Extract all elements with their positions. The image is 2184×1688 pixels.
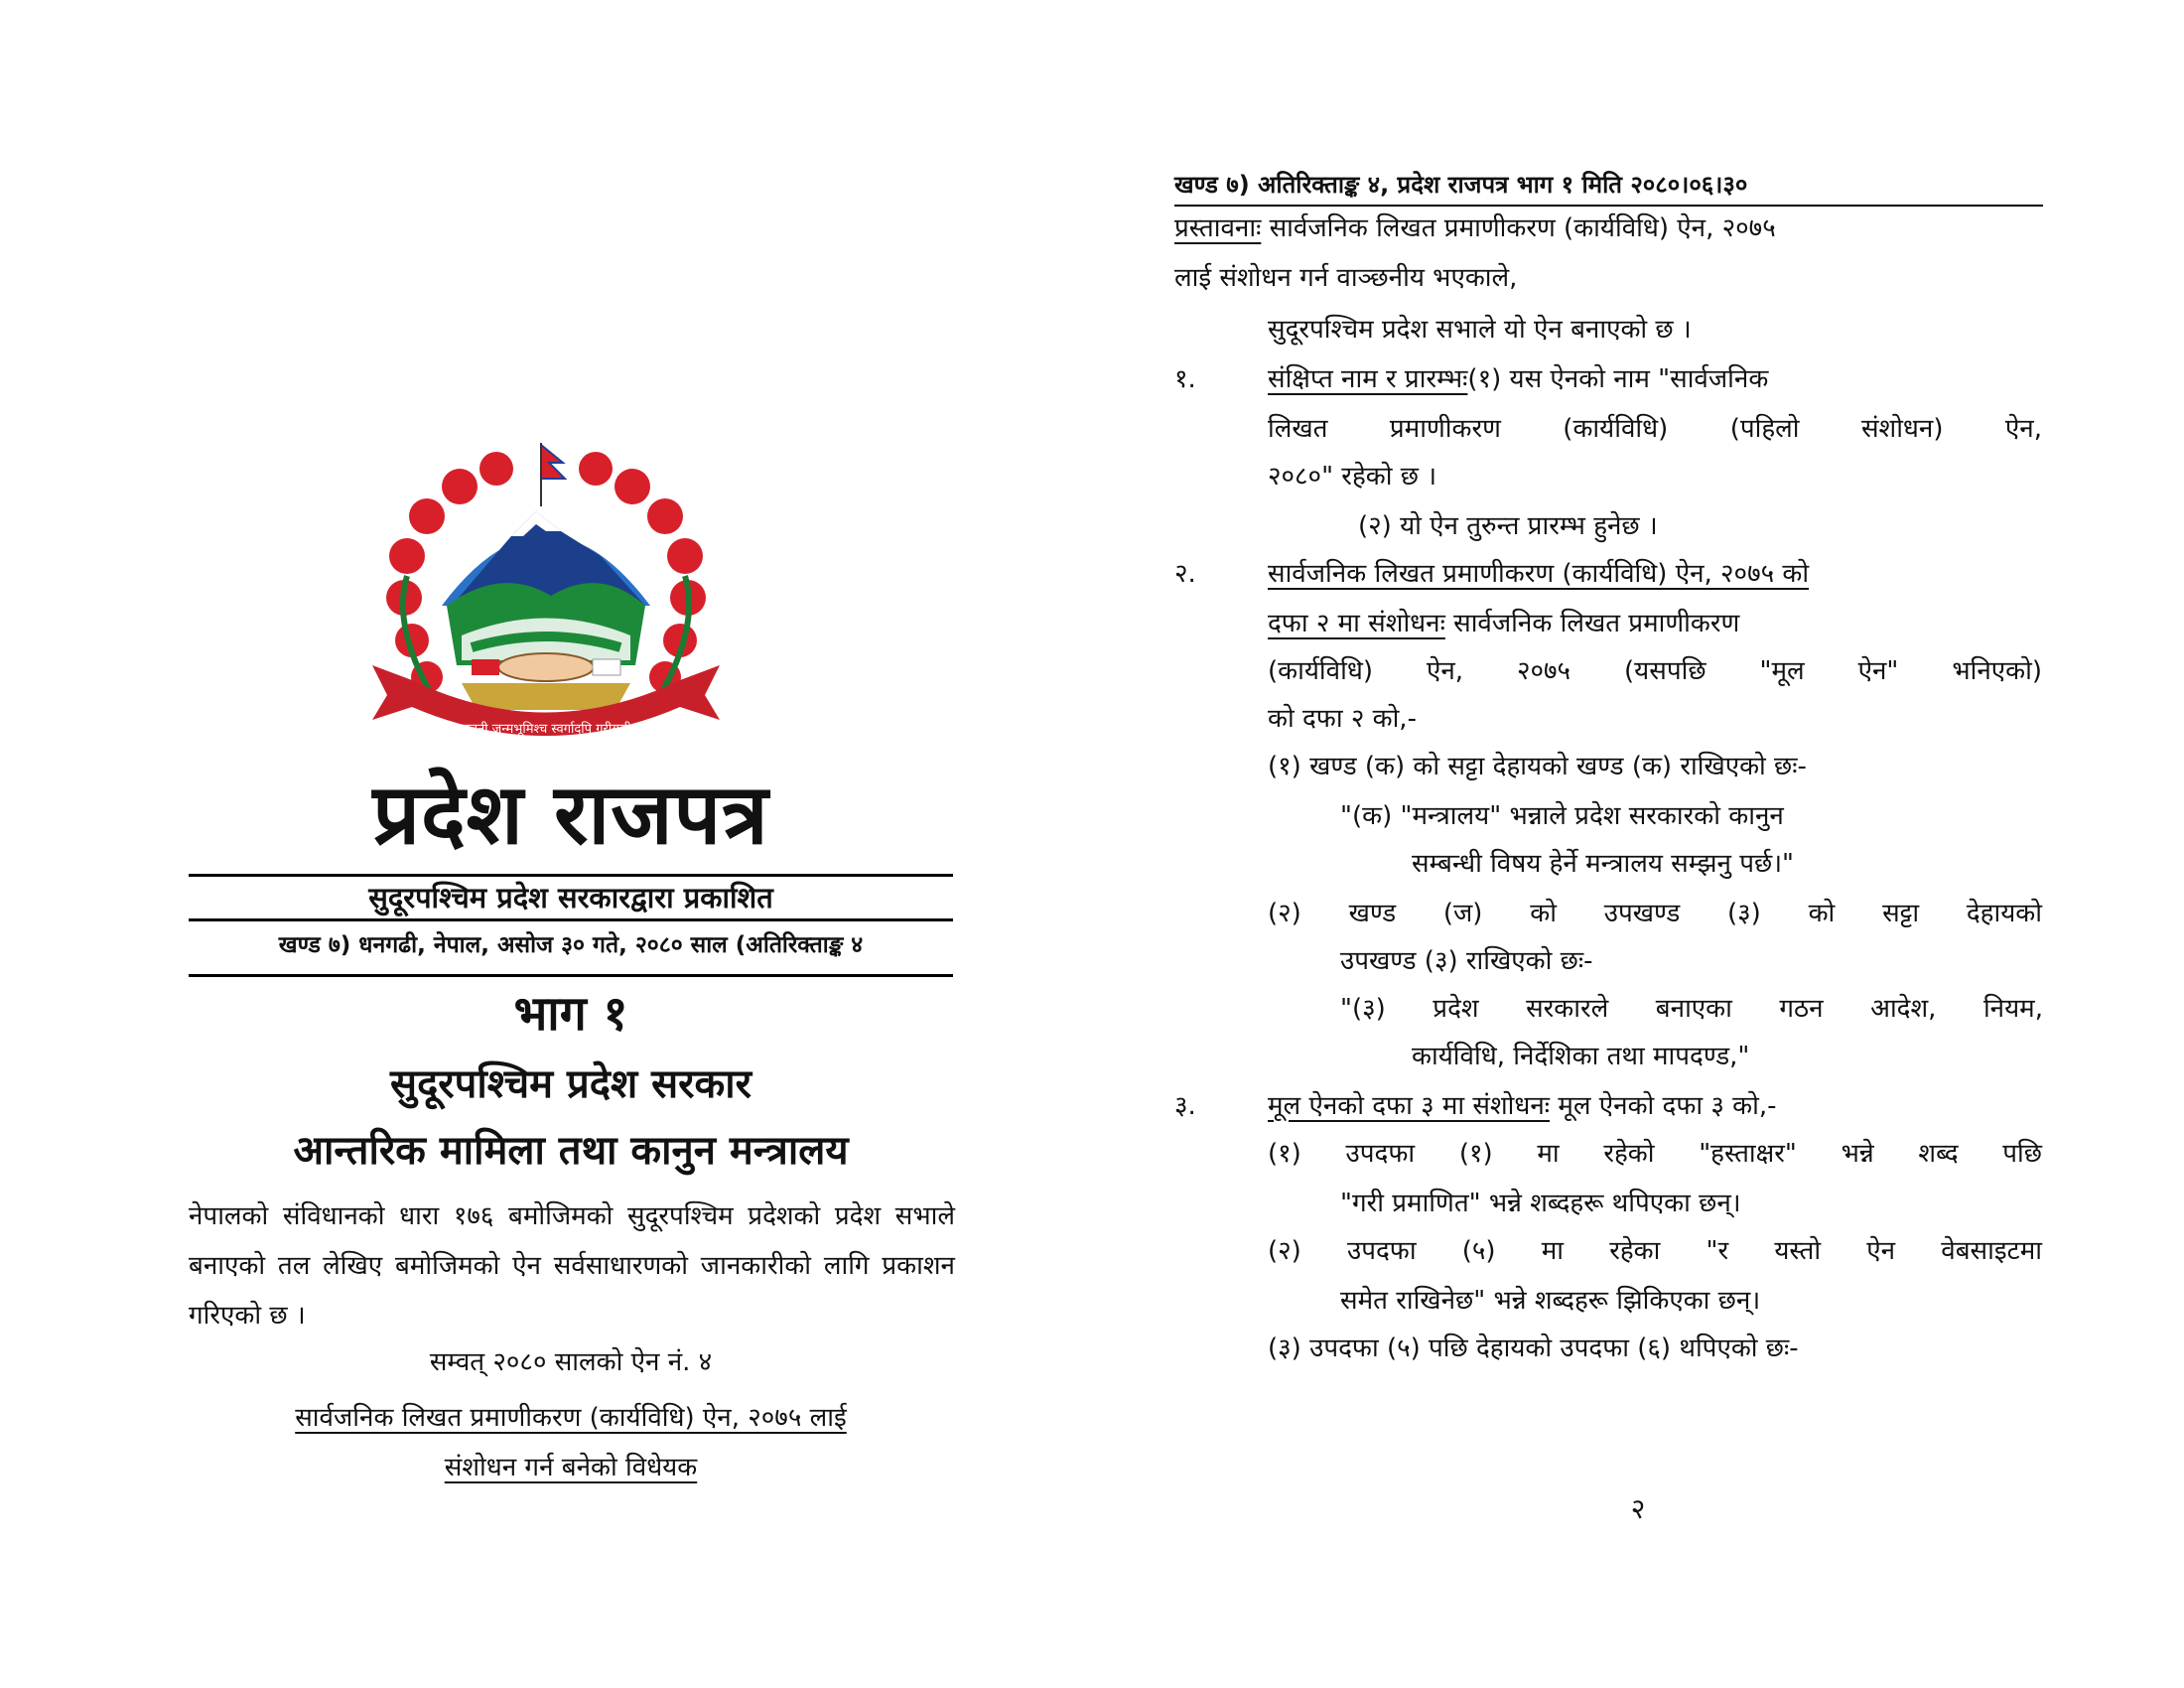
clause: "गरी प्रमाणित" भन्ने शब्दहरू थपिएका छन्। (1340, 1189, 1741, 1218)
preamble-line: लाई संशोधन गर्न वाञ्छनीय भएकाले, (1174, 263, 1518, 293)
section-2-line: को दफा २ को,- (1268, 704, 1417, 734)
clause: (१) उपदफा (१) मा रहेको "हस्ताक्षर" भन्ने शब्द पछि (1268, 1139, 2042, 1169)
quoted-clause: सम्बन्धी विषय हेर्ने मन्त्रालय सम्झनु पर्छ।" (1412, 849, 1795, 879)
section-1-line: २०८०" रहेको छ । (1268, 462, 1437, 492)
gazette-content-page (1092, 0, 2184, 1688)
bill-title (189, 1393, 953, 1492)
quoted-clause: "(३) प्रदेश सरकारले बनाएका गठन आदेश, नियम, (1340, 994, 2043, 1024)
publisher-line: सुदूरपश्चिम प्रदेश सरकारद्वारा प्रकाशित (368, 881, 773, 914)
section-1-subsection: (२) यो ऐन तुरुन्त प्रारम्भ हुनेछ । (1358, 511, 1658, 541)
section-1-heading: संक्षिप्त नाम र प्रारम्भः (1268, 364, 1468, 394)
section-2-line: दफा २ मा संशोधनः सार्वजनिक लिखत प्रमाणीकरण (1268, 609, 1740, 638)
section-2-heading: सार्वजनिक लिखत प्रमाणीकरण (कार्यविधि) ऐन, २०७५ को (1268, 559, 1810, 589)
clause: उपखण्ड (३) राखिएको छः- (1340, 946, 1593, 976)
divider-rule (189, 874, 953, 877)
clause: (२) खण्ड (ज) को उपखण्ड (३) को सट्टा देहायको (1268, 899, 2042, 928)
enactment-clause: सुदूरपश्चिम प्रदेश सभाले यो ऐन बनाएको छ । (1268, 315, 1692, 345)
divider-rule (189, 974, 953, 977)
clause: (३) उपदफा (५) पछि देहायको उपदफा (६) थपिएको छः- (1268, 1334, 1799, 1363)
bill-title-line-1: सार्वजनिक लिखत प्रमाणीकरण (कार्यविधि) ऐन, २०७५ लाई (295, 1403, 847, 1433)
section-1-line: संक्षिप्त नाम र प्रारम्भः(१) यस ऐनको नाम "सार्वजनिक (1268, 364, 1769, 394)
section-3-line: मूल ऐनको दफा ३ मा संशोधनः मूल ऐनको दफा ३ को,- (1268, 1091, 1777, 1121)
publication-notice: नेपालको संविधानको धारा १७६ बमोजिमको सुदूरपश्चिम प्रदेशको प्रदेश सभाले बनाएको तल लेखिए बमोजिमको ऐन सर्वसाधारणको जानकारीको लागि प्रकाशन गरिएको छ । (189, 1201, 955, 1331)
act-number: सम्वत् २०८० सालको ऐन नं. ४ (429, 1347, 713, 1377)
gazette-title: प्रदेश राजपत्र (372, 766, 769, 863)
nepal-flag-icon (541, 443, 565, 506)
quoted-clause: "(क) "मन्त्रालय" भन्नाले प्रदेश सरकारको कानुन (1340, 801, 1784, 831)
page-number: २ (1630, 1492, 1646, 1525)
issue-line: खण्ड ७) धनगढी, नेपाल, असोज ३० गते, २०८० साल (अतिरिक्ताङ्क ४ (278, 932, 864, 958)
section-3-heading: मूल ऐनको दफा ३ मा संशोधनः (1268, 1091, 1551, 1121)
divider-rule (189, 918, 953, 921)
emblem-motto: जननी जन्मभूमिश्च स्वर्गादपि गरीयसी (461, 722, 631, 737)
government-name: सुदूरपश्चिम प्रदेश सरकार (390, 1061, 751, 1107)
section-number: १. (1174, 364, 1196, 394)
preamble-label: प्रस्तावनाः (1174, 213, 1262, 243)
nepal-emblem (352, 437, 740, 774)
section-1-line: लिखत प्रमाणीकरण (कार्यविधि) (पहिलो संशोधन) ऐन, (1268, 414, 2042, 444)
ministry-name: आन्तरिक मामिला तथा कानुन मन्त्रालय (293, 1128, 849, 1174)
quoted-clause: कार्यविधि, निर्देशिका तथा मापदण्ड," (1412, 1042, 1750, 1071)
clause: (२) उपदफा (५) मा रहेका "र यस्तो ऐन वेबसाइटमा (1268, 1236, 2042, 1266)
section-number: ३. (1174, 1091, 1196, 1121)
preamble-line: प्रस्तावनाः सार्वजनिक लिखत प्रमाणीकरण (कार्यविधि) ऐन, २०७५ (1174, 213, 1776, 243)
wheat-base (462, 683, 630, 710)
clause: समेत राखिनेछ" भन्ने शब्दहरू झिकिएका छन्। (1340, 1286, 1761, 1316)
clause: (१) खण्ड (क) को सट्टा देहायको खण्ड (क) राखिएको छः- (1268, 752, 1807, 781)
section-number: २. (1174, 559, 1196, 589)
bill-title-line-2: संशोधन गर्न बनेको विधेयक (444, 1453, 698, 1482)
section-2-line: (कार्यविधि) ऐन, २०७५ (यसपछि "मूल ऐन" भनिएको) (1268, 656, 2042, 686)
running-header: खण्ड ७) अतिरिक्ताङ्क ४, प्रदेश राजपत्र भाग १ मिति २०८०।०६।३० (1174, 167, 2043, 207)
part-heading: भाग १ (513, 986, 628, 1042)
